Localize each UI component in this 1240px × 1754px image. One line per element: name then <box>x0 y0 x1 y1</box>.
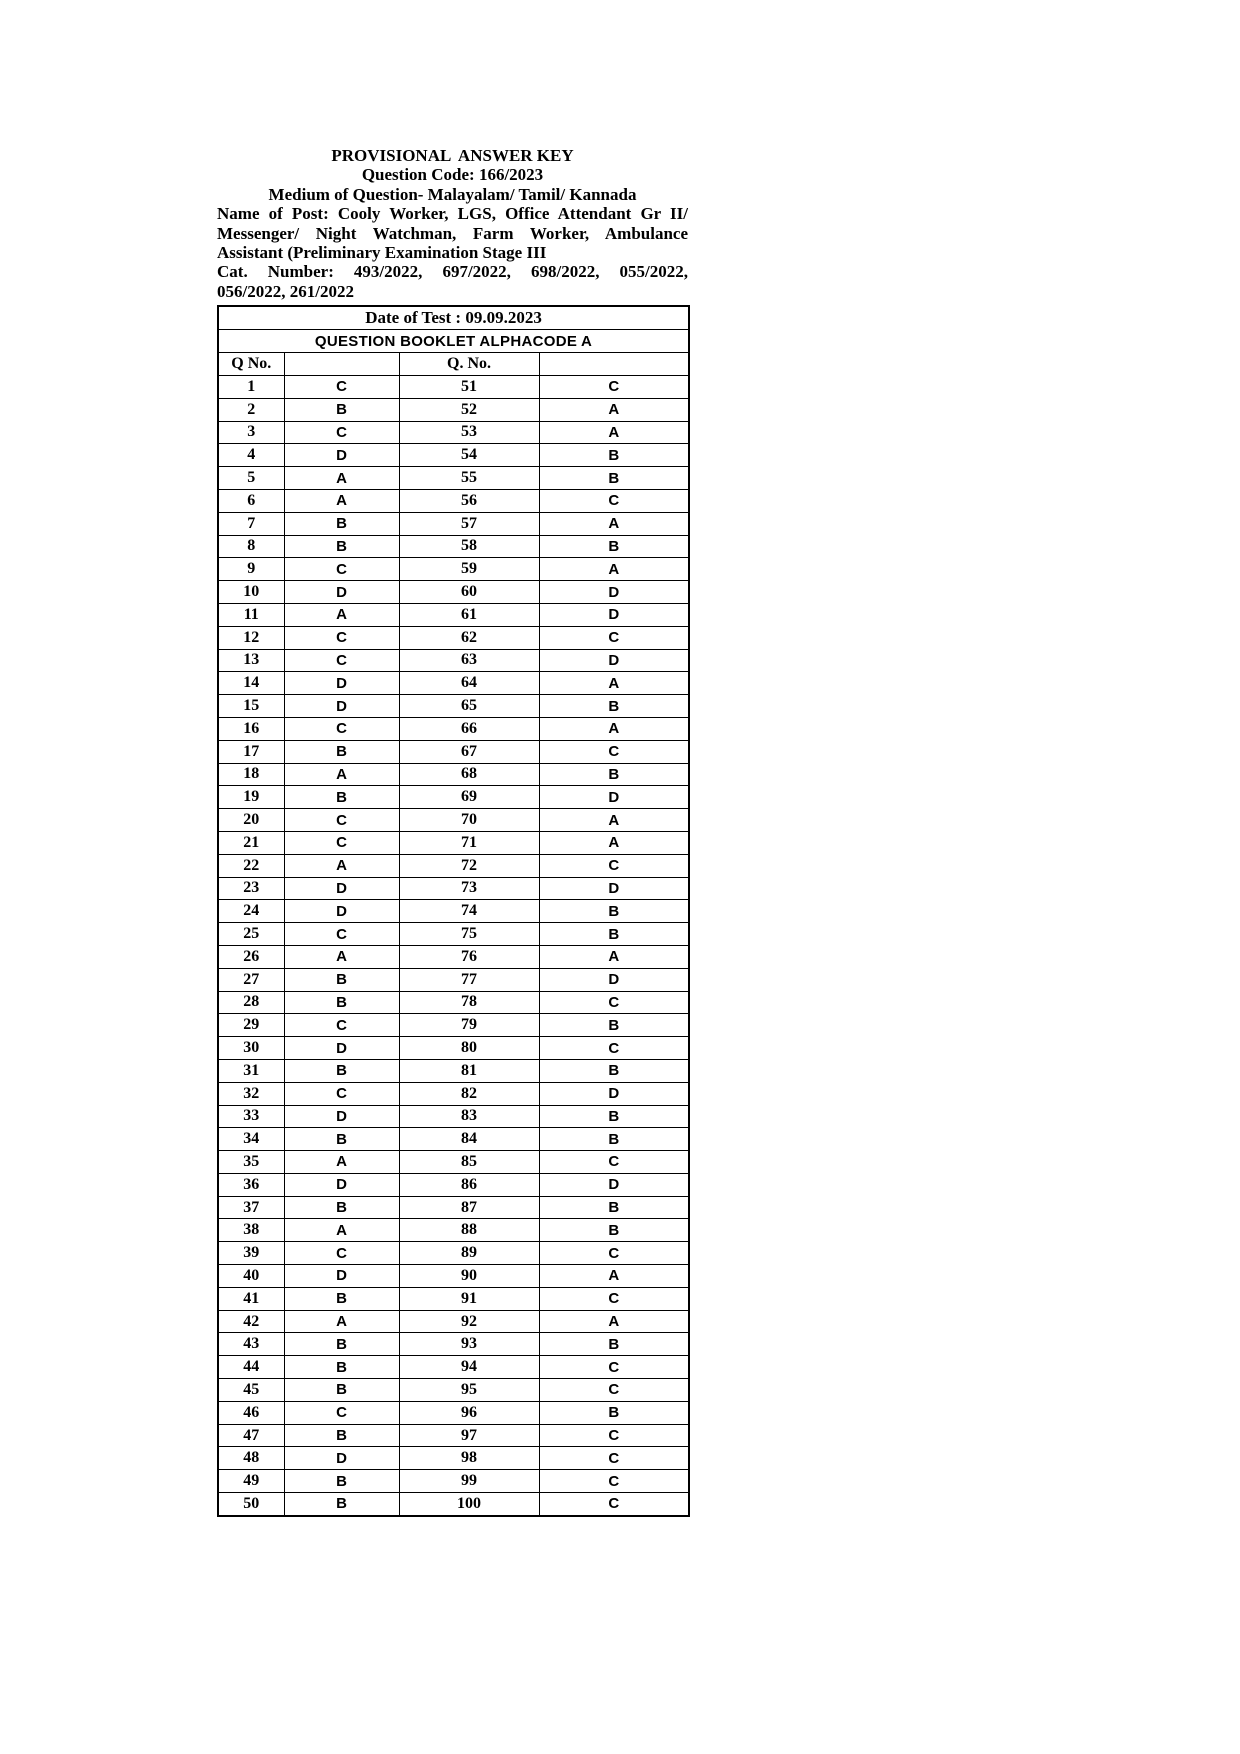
question-number-left: 26 <box>218 945 284 968</box>
answer-left: D <box>284 672 399 695</box>
question-number-left: 4 <box>218 444 284 467</box>
question-code: Question Code: 166/2023 <box>361 165 544 185</box>
answer-left: B <box>284 1493 399 1516</box>
answer-right: C <box>539 1493 689 1516</box>
question-number-left: 44 <box>218 1356 284 1379</box>
question-number-left: 42 <box>218 1310 284 1333</box>
answer-right: A <box>539 558 689 581</box>
answer-left: B <box>284 991 399 1014</box>
answer-left: D <box>284 900 399 923</box>
answer-right: A <box>539 421 689 444</box>
table-row <box>218 1287 689 1310</box>
question-number-left: 23 <box>218 877 284 900</box>
question-number-left: 19 <box>218 786 284 809</box>
question-number-right: 97 <box>399 1424 539 1447</box>
question-number-right: 83 <box>399 1105 539 1128</box>
question-number-right: 75 <box>399 923 539 946</box>
answer-right: D <box>539 1082 689 1105</box>
table-row <box>218 923 689 946</box>
answer-right: C <box>539 1287 689 1310</box>
table-row <box>218 626 689 649</box>
table-row <box>218 1470 689 1493</box>
question-number-left: 37 <box>218 1196 284 1219</box>
question-number-left: 11 <box>218 603 284 626</box>
table-row <box>218 877 689 900</box>
answer-left: A <box>284 489 399 512</box>
answer-left: C <box>284 923 399 946</box>
question-number-right: 58 <box>399 535 539 558</box>
question-number-left: 43 <box>218 1333 284 1356</box>
cat-number-line-2: 056/2022, 261/2022 <box>217 281 354 301</box>
answer-right: A <box>539 398 689 421</box>
table-row <box>218 489 689 512</box>
answer-left: A <box>284 1310 399 1333</box>
answer-right: C <box>539 1447 689 1470</box>
table-row <box>218 603 689 626</box>
table-row <box>218 945 689 968</box>
table-row <box>218 649 689 672</box>
answer-right: B <box>539 1196 689 1219</box>
table-row <box>218 854 689 877</box>
answer-right: B <box>539 467 689 490</box>
question-number-left: 28 <box>218 991 284 1014</box>
question-number-left: 49 <box>218 1470 284 1493</box>
table-row <box>218 831 689 854</box>
answer-right: D <box>539 877 689 900</box>
answer-left: B <box>284 1424 399 1447</box>
question-number-left: 30 <box>218 1037 284 1060</box>
question-number-left: 35 <box>218 1151 284 1174</box>
question-number-right: 93 <box>399 1333 539 1356</box>
question-number-left: 48 <box>218 1447 284 1470</box>
question-number-right: 72 <box>399 854 539 877</box>
table-row <box>218 1310 689 1333</box>
question-number-left: 1 <box>218 376 284 399</box>
question-number-left: 36 <box>218 1173 284 1196</box>
table-row <box>218 1196 689 1219</box>
table-row <box>218 763 689 786</box>
question-number-left: 50 <box>218 1493 284 1516</box>
question-number-right: 61 <box>399 603 539 626</box>
answer-right: C <box>539 1424 689 1447</box>
question-number-right: 76 <box>399 945 539 968</box>
question-number-right: 51 <box>399 376 539 399</box>
question-number-right: 91 <box>399 1287 539 1310</box>
answer-left: B <box>284 968 399 991</box>
question-number-left: 6 <box>218 489 284 512</box>
question-number-right: 69 <box>399 786 539 809</box>
answer-left: B <box>284 512 399 535</box>
answer-right: A <box>539 672 689 695</box>
document-header <box>217 146 688 301</box>
question-number-right: 94 <box>399 1356 539 1379</box>
answer-left: A <box>284 763 399 786</box>
table-row <box>218 535 689 558</box>
question-number-right: 66 <box>399 717 539 740</box>
answer-right: A <box>539 717 689 740</box>
answer-right: C <box>539 1470 689 1493</box>
question-number-right: 92 <box>399 1310 539 1333</box>
table-row <box>218 1105 689 1128</box>
question-number-right: 90 <box>399 1265 539 1288</box>
question-number-right: 98 <box>399 1447 539 1470</box>
question-number-right: 63 <box>399 649 539 672</box>
question-number-left: 14 <box>218 672 284 695</box>
answer-left: D <box>284 1105 399 1128</box>
answer-left: D <box>284 1265 399 1288</box>
question-number-right: 100 <box>399 1493 539 1516</box>
question-number-left: 47 <box>218 1424 284 1447</box>
answer-left: B <box>284 535 399 558</box>
question-number-right: 96 <box>399 1401 539 1424</box>
answer-right: B <box>539 763 689 786</box>
table-row <box>218 467 689 490</box>
answer-right: D <box>539 603 689 626</box>
answer-left: C <box>284 809 399 832</box>
answer-left: C <box>284 626 399 649</box>
question-number-right: 79 <box>399 1014 539 1037</box>
question-number-left: 32 <box>218 1082 284 1105</box>
table-row <box>218 1265 689 1288</box>
table-row <box>218 444 689 467</box>
question-number-right: 77 <box>399 968 539 991</box>
doc-title: PROVISIONAL ANSWER KEY <box>331 146 574 165</box>
answer-left: C <box>284 558 399 581</box>
question-number-right: 74 <box>399 900 539 923</box>
question-number-right: 73 <box>399 877 539 900</box>
question-number-right: 64 <box>399 672 539 695</box>
question-number-right: 53 <box>399 421 539 444</box>
table-row <box>218 695 689 718</box>
post-name-line-1: Name of Post: Cooly Worker, LGS, Office Attendant Gr II/ <box>217 204 688 224</box>
table-row <box>218 1333 689 1356</box>
answer-left: D <box>284 581 399 604</box>
question-number-right: 71 <box>399 831 539 854</box>
post-name-line-2: Messenger/ Night Watchman, Farm Worker, Ambulance <box>217 223 688 243</box>
table-row <box>218 1242 689 1265</box>
answer-right: D <box>539 1173 689 1196</box>
question-number-left: 46 <box>218 1401 284 1424</box>
table-row <box>218 558 689 581</box>
answer-left: C <box>284 376 399 399</box>
col-header-answer-right <box>539 353 689 376</box>
question-number-right: 54 <box>399 444 539 467</box>
answer-left: C <box>284 831 399 854</box>
answer-left: D <box>284 695 399 718</box>
question-number-right: 60 <box>399 581 539 604</box>
question-number-right: 99 <box>399 1470 539 1493</box>
table-row <box>218 1014 689 1037</box>
question-number-left: 25 <box>218 923 284 946</box>
date-of-test: Date of Test : 09.09.2023 <box>218 306 689 330</box>
answer-right: C <box>539 1356 689 1379</box>
table-row <box>218 398 689 421</box>
answer-left: C <box>284 1014 399 1037</box>
answer-right: B <box>539 923 689 946</box>
answer-right: A <box>539 1265 689 1288</box>
answer-left: B <box>284 1059 399 1082</box>
question-number-right: 68 <box>399 763 539 786</box>
table-row <box>218 1379 689 1402</box>
question-number-left: 34 <box>218 1128 284 1151</box>
answer-right: A <box>539 512 689 535</box>
answer-left: B <box>284 1128 399 1151</box>
question-number-right: 78 <box>399 991 539 1014</box>
question-number-right: 80 <box>399 1037 539 1060</box>
answer-right: B <box>539 1219 689 1242</box>
answer-left: D <box>284 1037 399 1060</box>
table-row <box>218 581 689 604</box>
answer-right: C <box>539 854 689 877</box>
answer-right: D <box>539 649 689 672</box>
answer-right: B <box>539 535 689 558</box>
answer-left: C <box>284 1401 399 1424</box>
table-row <box>218 1059 689 1082</box>
answer-right: A <box>539 831 689 854</box>
question-number-left: 18 <box>218 763 284 786</box>
question-number-left: 39 <box>218 1242 284 1265</box>
col-header-qno-left: Q No. <box>218 353 284 376</box>
answer-left: B <box>284 1379 399 1402</box>
question-number-left: 21 <box>218 831 284 854</box>
table-row <box>218 717 689 740</box>
question-number-left: 5 <box>218 467 284 490</box>
table-row <box>218 1128 689 1151</box>
table-row <box>218 376 689 399</box>
question-number-right: 55 <box>399 467 539 490</box>
answer-left: B <box>284 1333 399 1356</box>
answer-left: A <box>284 945 399 968</box>
answer-right: D <box>539 786 689 809</box>
answer-left: D <box>284 444 399 467</box>
question-number-right: 89 <box>399 1242 539 1265</box>
answer-left: C <box>284 1242 399 1265</box>
answer-right: B <box>539 1128 689 1151</box>
question-number-left: 29 <box>218 1014 284 1037</box>
question-number-left: 15 <box>218 695 284 718</box>
question-number-left: 17 <box>218 740 284 763</box>
question-number-right: 52 <box>399 398 539 421</box>
answer-left: B <box>284 786 399 809</box>
question-number-right: 82 <box>399 1082 539 1105</box>
answer-right: D <box>539 968 689 991</box>
question-number-right: 84 <box>399 1128 539 1151</box>
question-number-left: 24 <box>218 900 284 923</box>
answer-left: A <box>284 603 399 626</box>
answer-right: A <box>539 809 689 832</box>
answer-left: D <box>284 1173 399 1196</box>
question-number-right: 56 <box>399 489 539 512</box>
answer-right: B <box>539 1105 689 1128</box>
question-number-right: 87 <box>399 1196 539 1219</box>
medium-of-question: Medium of Question- Malayalam/ Tamil/ Kannada <box>268 184 637 204</box>
answer-right: B <box>539 444 689 467</box>
table-row <box>218 1356 689 1379</box>
answer-right: C <box>539 1151 689 1174</box>
answer-left: A <box>284 854 399 877</box>
answer-left: A <box>284 467 399 490</box>
answer-right: C <box>539 376 689 399</box>
table-row <box>218 991 689 1014</box>
answer-right: C <box>539 489 689 512</box>
answer-left: B <box>284 1287 399 1310</box>
table-row <box>218 1401 689 1424</box>
col-header-answer-left <box>284 353 399 376</box>
table-row <box>218 1151 689 1174</box>
answer-right: C <box>539 1242 689 1265</box>
question-number-left: 10 <box>218 581 284 604</box>
answer-right: D <box>539 581 689 604</box>
answer-right: B <box>539 900 689 923</box>
answer-right: C <box>539 740 689 763</box>
answer-right: B <box>539 695 689 718</box>
cat-number-line-1: Cat. Number: 493/2022, 697/2022, 698/2022, 055/2022, <box>217 262 688 282</box>
question-number-left: 8 <box>218 535 284 558</box>
answer-right: B <box>539 1059 689 1082</box>
question-number-left: 45 <box>218 1379 284 1402</box>
question-number-right: 62 <box>399 626 539 649</box>
question-number-left: 3 <box>218 421 284 444</box>
table-row <box>218 1447 689 1470</box>
alphacode-row <box>218 330 689 353</box>
answer-left: C <box>284 717 399 740</box>
question-number-left: 12 <box>218 626 284 649</box>
answer-right: C <box>539 626 689 649</box>
answer-left: D <box>284 1447 399 1470</box>
table-row <box>218 1173 689 1196</box>
question-number-right: 70 <box>399 809 539 832</box>
table-row <box>218 421 689 444</box>
answer-right: A <box>539 945 689 968</box>
question-number-left: 20 <box>218 809 284 832</box>
question-number-left: 27 <box>218 968 284 991</box>
question-number-right: 65 <box>399 695 539 718</box>
column-header-row <box>218 353 689 376</box>
answer-left: C <box>284 649 399 672</box>
col-header-qno-right: Q. No. <box>399 353 539 376</box>
question-number-right: 85 <box>399 1151 539 1174</box>
answer-left: B <box>284 1196 399 1219</box>
table-row <box>218 1219 689 1242</box>
answer-left: B <box>284 1356 399 1379</box>
date-of-test-row <box>218 306 689 330</box>
answer-right: B <box>539 1333 689 1356</box>
table-row <box>218 512 689 535</box>
post-name-line-3: Assistant (Preliminary Examination Stage III <box>217 242 547 262</box>
alphacode-title: QUESTION BOOKLET ALPHACODE A <box>218 330 689 353</box>
answer-left: D <box>284 877 399 900</box>
answer-right: C <box>539 991 689 1014</box>
question-number-left: 7 <box>218 512 284 535</box>
question-number-right: 59 <box>399 558 539 581</box>
answer-right: C <box>539 1379 689 1402</box>
answer-left: A <box>284 1219 399 1242</box>
table-row <box>218 1082 689 1105</box>
table-row <box>218 1493 689 1516</box>
question-number-left: 13 <box>218 649 284 672</box>
question-number-left: 38 <box>218 1219 284 1242</box>
table-row <box>218 1424 689 1447</box>
question-number-right: 88 <box>399 1219 539 1242</box>
question-number-left: 31 <box>218 1059 284 1082</box>
answer-left: C <box>284 1082 399 1105</box>
answer-key-table <box>217 305 690 1517</box>
answer-left: B <box>284 398 399 421</box>
table-row <box>218 968 689 991</box>
question-number-right: 57 <box>399 512 539 535</box>
question-number-left: 22 <box>218 854 284 877</box>
answer-right: C <box>539 1037 689 1060</box>
question-number-left: 2 <box>218 398 284 421</box>
table-row <box>218 740 689 763</box>
question-number-right: 67 <box>399 740 539 763</box>
table-row <box>218 809 689 832</box>
answer-left: B <box>284 1470 399 1493</box>
question-number-left: 40 <box>218 1265 284 1288</box>
answer-right: B <box>539 1014 689 1037</box>
question-number-right: 81 <box>399 1059 539 1082</box>
answer-right: A <box>539 1310 689 1333</box>
table-row <box>218 672 689 695</box>
question-number-right: 86 <box>399 1173 539 1196</box>
question-number-left: 16 <box>218 717 284 740</box>
table-row <box>218 900 689 923</box>
answer-left: C <box>284 421 399 444</box>
table-row <box>218 786 689 809</box>
answer-left: B <box>284 740 399 763</box>
table-row <box>218 1037 689 1060</box>
question-number-right: 95 <box>399 1379 539 1402</box>
question-number-left: 9 <box>218 558 284 581</box>
answer-left: A <box>284 1151 399 1174</box>
question-number-left: 41 <box>218 1287 284 1310</box>
question-number-left: 33 <box>218 1105 284 1128</box>
answer-right: B <box>539 1401 689 1424</box>
